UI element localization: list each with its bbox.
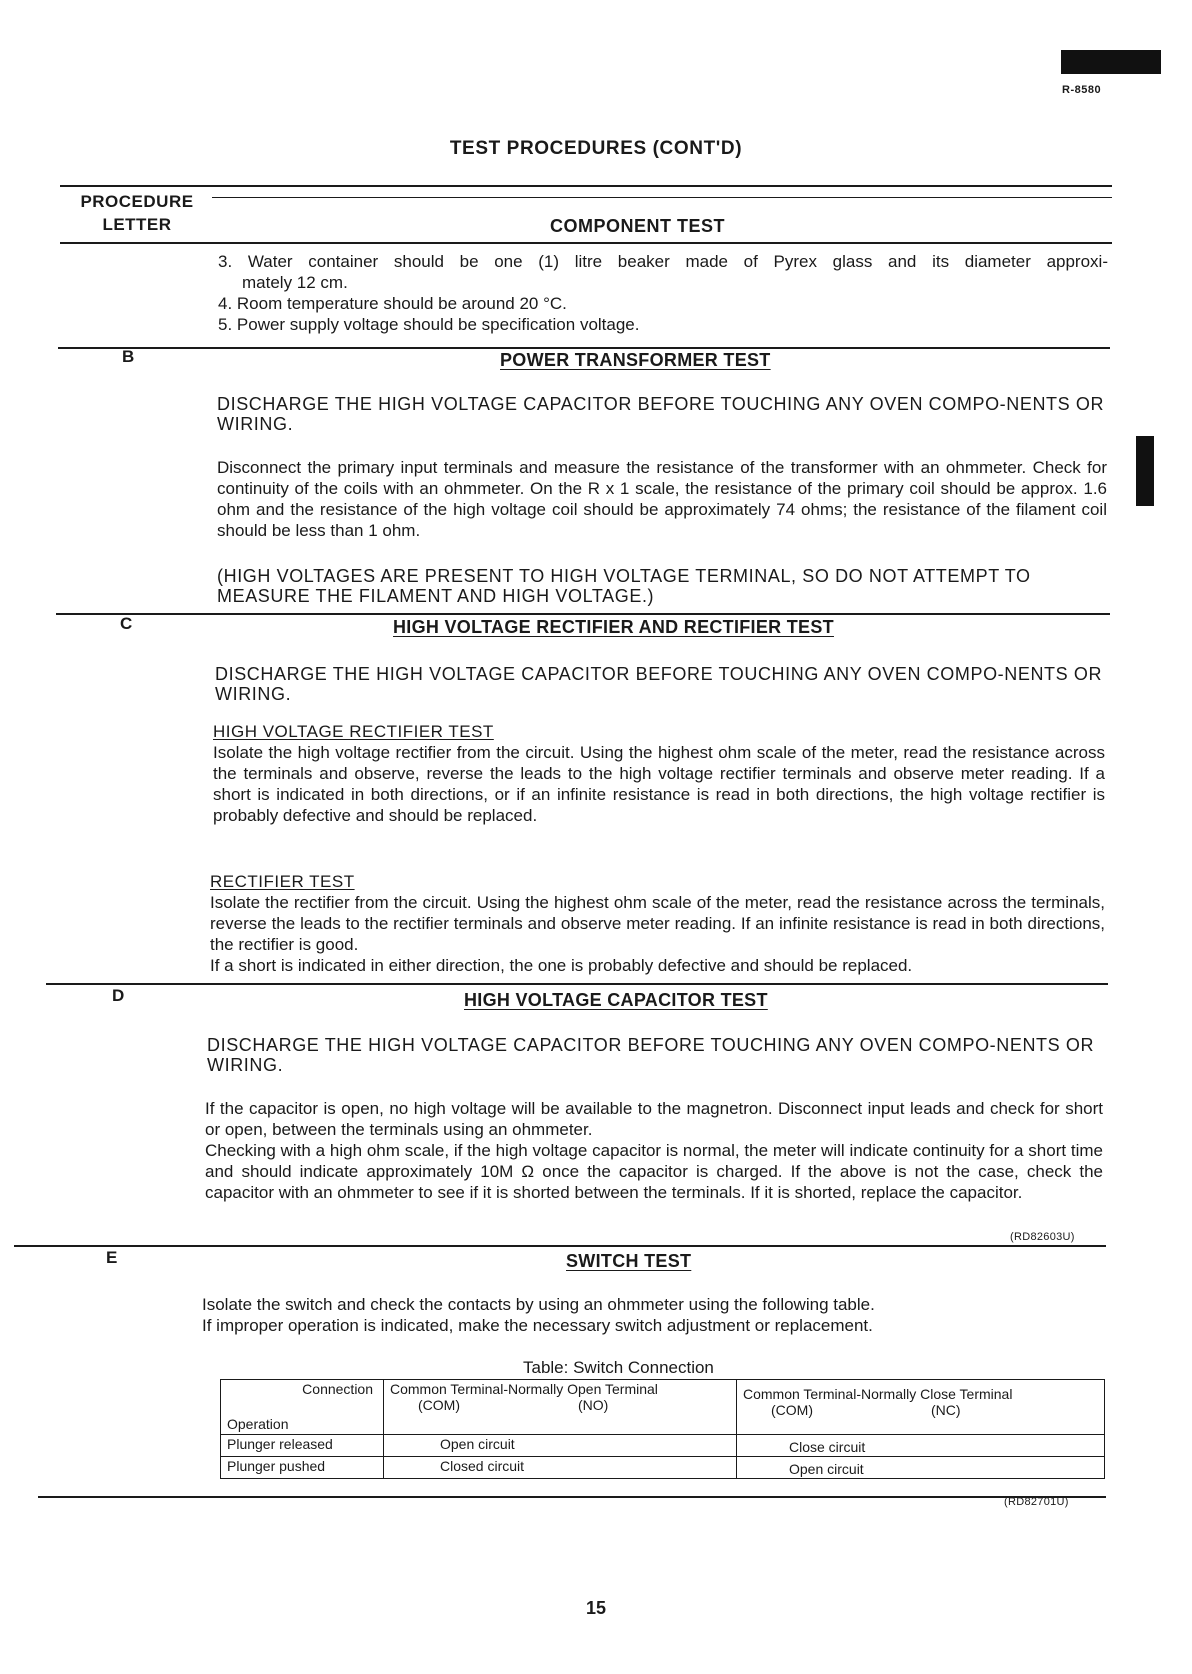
section-d-letter: D [112,986,125,1005]
model-number: R-8580 [1062,84,1102,96]
section-e-ref: (RD82701U) [1004,1496,1069,1508]
header-mid-rule [212,197,1112,198]
row-1-nc: Close circuit [737,1435,1105,1457]
section-c-warning: DISCHARGE THE HIGH VOLTAGE CAPACITOR BEFORE TOUCHING ANY OVEN COMPO-NENTS OR WIRING. [215,664,1103,704]
hv-rectifier-test-body: Isolate the high voltage rectifier from the circuit. Using the highest ohm scale of the meter, read the resistance across the terminals and observe, reverse the leads to the high voltage rectifier terminals and observe meter reading. If a short is indicated in both directions, or if an infinite resistance is read in both directions, the high voltage rectifier is probably defective and should be replaced. [213,743,1105,825]
row-2-operation: Plunger pushed [221,1457,384,1479]
section-d-rule [46,983,1108,985]
procedure-label: PROCEDURE [80,192,194,211]
col-nc-com: (COM) [771,1402,813,1418]
section-c-rule [56,613,1110,615]
col-no-terminals [390,1397,730,1413]
row-2-no: Closed circuit [384,1457,737,1479]
procedure-letter-header [62,190,212,236]
section-e-bottom-rule [38,1496,1106,1498]
section-c-letter: C [120,614,133,633]
col-nc-terminals [743,1402,1098,1418]
top-black-tab [1061,50,1161,74]
col-nc-title: Common Terminal-Normally Close Terminal [743,1386,1013,1402]
row-2-nc: Open circuit [737,1457,1105,1479]
col-no-no: (NO) [578,1397,609,1413]
hv-rectifier-test-title: HIGH VOLTAGE RECTIFIER TEST [213,722,494,741]
section-e-body-1: Isolate the switch and check the contacts by using an ohmmeter using the following table. [202,1295,875,1314]
col-nc-nc: (NC) [931,1402,961,1418]
section-b-title: POWER TRANSFORMER TEST [500,350,771,370]
section-d-ref: (RD82603U) [1010,1231,1075,1243]
section-b-body: Disconnect the primary input terminals and measure the resistance of the transformer with an ohmmeter. Check for continuity of the coils with an ohmmeter. On the R x 1 scale, the resistance of the primary coil should be approx. 1.6 ohm and the resistance of the high voltage coil should be approximately 74 ohms; the resistance of the filament coil should be less than 1 ohm. [217,458,1107,540]
section-d-body-2: Checking with a high ohm scale, if the high voltage capacitor is normal, the meter will indicate continuity for a short time and should indicate approximately 10M Ω once the capacitor is charged. If the above is not the case, check the capacitor with an ohmmeter to see if it is shorted between the terminals. If it is shorted, replace the capacitor. [205,1141,1103,1202]
section-e-rule [14,1245,1106,1247]
switch-connection-table [220,1379,1105,1479]
corner-operation-label: Operation [227,1416,289,1432]
rectifier-test-title: RECTIFIER TEST [210,872,355,891]
table-caption: Table: Switch Connection [523,1358,714,1377]
section-b-caution: (HIGH VOLTAGES ARE PRESENT TO HIGH VOLTAGE TERMINAL, SO DO NOT ATTEMPT TO MEASURE THE FILAMENT AND HIGH VOLTAGE.) [217,566,1031,606]
page-number: 15 [585,1598,607,1618]
table-col-nc-header [737,1380,1105,1435]
row-1-operation: Plunger released [221,1435,384,1457]
table-col-no-header [384,1380,737,1435]
col-no-com: (COM) [418,1397,460,1413]
table-row [221,1435,1105,1457]
table-row [221,1457,1105,1479]
corner-connection-label: Connection [302,1381,373,1397]
list-item-3: 3. Water container should be one (1) litre beaker made of Pyrex glass and its diameter approxi- [218,252,1108,271]
header-top-rule [60,185,1112,187]
rectifier-test-body: Isolate the rectifier from the circuit. Using the highest ohm scale of the meter, read the resistance across the terminals, reverse the leads to the rectifier terminals and observe meter reading. If an infinite resistance is read in both directions, the rectifier is good. [210,893,1105,954]
component-test-header: COMPONENT TEST [550,216,726,236]
section-d-title: HIGH VOLTAGE CAPACITOR TEST [464,990,768,1010]
section-e-letter: E [106,1248,118,1267]
section-e-body-2: If improper operation is indicated, make the necessary switch adjustment or replacement. [202,1316,873,1335]
col-no-title: Common Terminal-Normally Open Terminal [390,1381,658,1397]
list-item-5: 5. Power supply voltage should be specification voltage. [218,315,640,334]
section-d-warning: DISCHARGE THE HIGH VOLTAGE CAPACITOR BEFORE TOUCHING ANY OVEN COMPO-NENTS OR WIRING. [207,1035,1095,1075]
table-header-row [221,1380,1105,1435]
section-b-warning: DISCHARGE THE HIGH VOLTAGE CAPACITOR BEFORE TOUCHING ANY OVEN COMPO-NENTS OR WIRING. [217,394,1105,434]
side-black-tab [1136,436,1154,506]
row-1-no: Open circuit [384,1435,737,1457]
list-item-3-cont: mately 12 cm. [242,273,348,292]
table-corner-cell [221,1380,384,1435]
list-item-4: 4. Room temperature should be around 20 °C. [218,294,567,313]
intro-list [218,251,1108,335]
page-title: TEST PROCEDURES (CONT'D) [449,138,743,159]
section-e-title: SWITCH TEST [566,1251,692,1271]
section-b-rule [58,347,1110,349]
header-bottom-rule [60,242,1112,244]
section-b-letter: B [122,347,135,366]
section-d-body-1: If the capacitor is open, no high voltage will be available to the magnetron. Disconnect input leads and check for short or open, between the terminals using an ohmmeter. [205,1099,1103,1139]
section-c-title: HIGH VOLTAGE RECTIFIER AND RECTIFIER TEST [393,617,834,637]
rectifier-test-last: If a short is indicated in either direction, the one is probably defective and should be replaced. [210,956,913,975]
letter-label: LETTER [102,215,172,234]
